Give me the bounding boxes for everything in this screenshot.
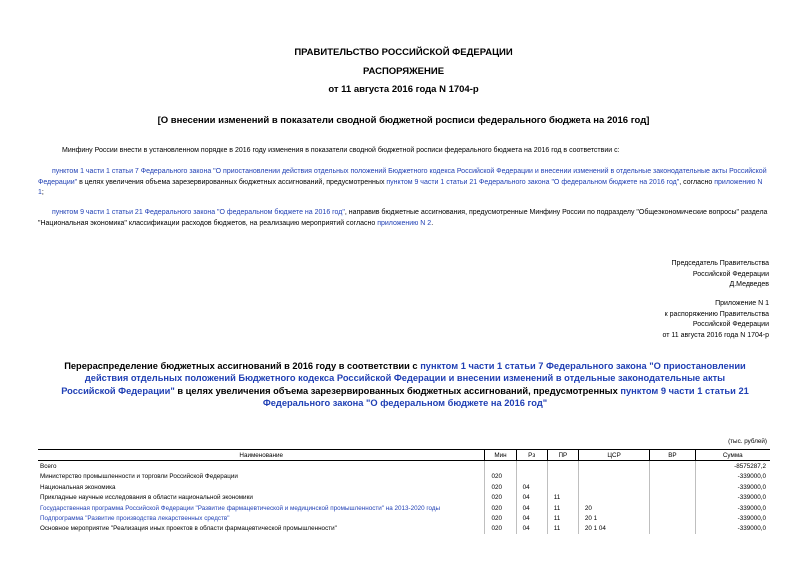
paragraph-1-text-c: ; <box>41 189 44 196</box>
cell-pr <box>547 461 578 472</box>
cell-csr: 20 1 <box>578 513 649 523</box>
appendix-date: от 11 августа 2016 года N 1704-р <box>662 331 769 339</box>
cell-name[interactable]: Государственная программа Российской Федерации "Развитие фармацевтической и медицинской промышленности" на 2013-2020 годы <box>40 504 441 512</box>
signature-title: Председатель Правительства <box>671 260 769 267</box>
cell-vr <box>650 524 695 534</box>
cell-vr <box>650 503 695 513</box>
cell-rz <box>516 472 547 482</box>
signature-block <box>672 259 769 291</box>
cell-rz: 04 <box>516 513 547 523</box>
cell-rz: 04 <box>516 493 547 503</box>
document-date-number: от 11 августа 2016 года N 1704-р <box>328 84 479 95</box>
government-heading: ПРАВИТЕЛЬСТВО РОССИЙСКОЙ ФЕДЕРАЦИИ <box>294 47 513 58</box>
table-row <box>38 503 770 513</box>
appendix-number: Приложение N 1 <box>715 300 769 307</box>
paragraph-1-text-b: , согласно <box>679 178 715 186</box>
cell-name: Прикладные научные исследования в области национальной экономики <box>40 494 253 502</box>
cell-csr <box>578 493 649 503</box>
section-law-link-2[interactable]: пунктом 9 части 1 статьи 21 Федерального закона "О федеральном бюджете на 2016 год" <box>262 385 749 409</box>
cell-csr: 20 1 04 <box>578 524 649 534</box>
paragraph-2-text-a: , направив бюджетные ассигнования, предусмотренные Минфину России по подразделу "Общеэкономические вопросы" раздела "Национальная экономика" классификации расходов бюджетов, на реализацию мероприятий согласно <box>38 209 768 227</box>
table-row <box>38 513 770 523</box>
table-header-row <box>38 450 770 461</box>
appendix-ref: к распоряжению Правительства <box>664 310 769 318</box>
cell-min: 020 <box>485 503 516 513</box>
paragraph-1 <box>38 167 770 199</box>
cell-pr <box>547 482 578 492</box>
cell-vr <box>650 461 695 472</box>
cell-pr: 11 <box>547 513 578 523</box>
cell-rz: 04 <box>516 503 547 513</box>
cell-vr <box>650 493 695 503</box>
table-row <box>38 461 770 472</box>
cell-sum: -339000,0 <box>695 493 770 503</box>
law-link-3[interactable]: пунктом 9 части 1 статьи 21 Федерального закона "О федеральном бюджете на 2016 год" <box>52 209 345 216</box>
section-law-link-1[interactable]: пунктом 1 части 1 статьи 7 Федерального закона "О приостановлении действия отдельных положений Бюджетного кодекса Российской Федерации и внесении изменений в отдельные законодательные акты Российской Федерации" <box>61 361 746 396</box>
cell-sum: -339000,0 <box>695 482 770 492</box>
appendix-header <box>662 299 769 341</box>
cell-min: 020 <box>485 493 516 503</box>
signature-country: Российской Федерации <box>692 270 769 278</box>
cell-sum: -339000,0 <box>695 513 770 523</box>
header-sum: Сумма <box>695 450 770 461</box>
table-body <box>38 461 770 534</box>
header-name: Наименование <box>38 450 485 461</box>
cell-pr: 11 <box>547 503 578 513</box>
section-heading <box>60 360 750 410</box>
cell-vr <box>650 472 695 482</box>
header-vr: ВР <box>650 450 695 461</box>
header-min: Мин <box>485 450 516 461</box>
appendix-2-link[interactable]: приложению N 2 <box>377 219 432 227</box>
cell-name: Всего <box>40 463 57 471</box>
header-csr: ЦСР <box>578 450 649 461</box>
unit-label: (тыс. рублей) <box>728 438 767 445</box>
budget-table <box>38 449 770 534</box>
cell-csr <box>578 482 649 492</box>
table-row <box>38 482 770 492</box>
table-row <box>38 493 770 503</box>
appendix-1-link[interactable]: приложению N 1 <box>38 178 763 196</box>
cell-rz: 04 <box>516 524 547 534</box>
cell-csr <box>578 472 649 482</box>
appendix-country: Российской Федерации <box>692 321 769 329</box>
cell-csr: 20 <box>578 503 649 513</box>
section-heading-text-b: в целях увеличения объема зарезервированных бюджетных ассигнований, предусмотренных <box>174 385 621 396</box>
cell-rz: 04 <box>516 482 547 492</box>
cell-min <box>485 461 516 472</box>
cell-min: 020 <box>485 524 516 534</box>
cell-rz <box>516 461 547 472</box>
cell-min: 020 <box>485 482 516 492</box>
law-link-1[interactable]: пунктом 1 части 1 статьи 7 Федерального закона "О приостановлении действия отдельных положений Бюджетного кодекса Российской Федерации и внесении изменений в отдельные законодательные акты Российской Федерации" <box>38 168 767 186</box>
signature-name: Д.Медведев <box>729 281 769 289</box>
document-type: РАСПОРЯЖЕНИЕ <box>362 66 445 77</box>
section-heading-text-a: Перераспределение бюджетных ассигнований в 2016 году в соответствии с <box>64 361 421 371</box>
cell-csr <box>578 461 649 472</box>
cell-sum: -339000,0 <box>695 503 770 513</box>
cell-vr <box>650 513 695 523</box>
intro-paragraph: Минфину России внести в установленном порядке в 2016 году изменения в показатели сводной бюджетной росписи федерального бюджета на 2016 год в соответствии с: <box>62 147 620 154</box>
cell-name: Национальная экономика <box>40 483 116 491</box>
table-row <box>38 524 770 534</box>
cell-pr <box>547 472 578 482</box>
cell-vr <box>650 482 695 492</box>
cell-min: 020 <box>485 472 516 482</box>
cell-sum: -339000,0 <box>695 472 770 482</box>
document-title: [О внесении изменений в показатели сводной бюджетной росписи федерального бюджета на 2016 год] <box>157 115 650 126</box>
cell-name[interactable]: Подпрограмма "Развитие производства лекарственных средств" <box>40 515 230 523</box>
law-link-2[interactable]: пунктом 9 части 1 статьи 21 Федерального закона "О федеральном бюджете на 2016 год" <box>386 178 680 186</box>
header-pr: ПР <box>547 450 578 461</box>
paragraph-2-text-b: . <box>431 219 434 227</box>
cell-pr: 11 <box>547 493 578 503</box>
header-rz: Рз <box>516 450 547 461</box>
cell-name: Основное мероприятие "Реализация иных проектов в области фармацевтической промышленности" <box>40 525 337 533</box>
cell-sum: -339000,0 <box>695 524 770 534</box>
paragraph-2 <box>38 208 770 229</box>
cell-pr: 11 <box>547 524 578 534</box>
cell-name: Министерство промышленности и торговли Российской Федерации <box>40 473 238 481</box>
cell-min: 020 <box>485 513 516 523</box>
cell-sum: -8575287,2 <box>695 461 770 472</box>
paragraph-1-text-a: в целях увеличения объема зарезервированных бюджетных ассигнований, предусмотренных <box>77 178 387 186</box>
table-row <box>38 472 770 482</box>
